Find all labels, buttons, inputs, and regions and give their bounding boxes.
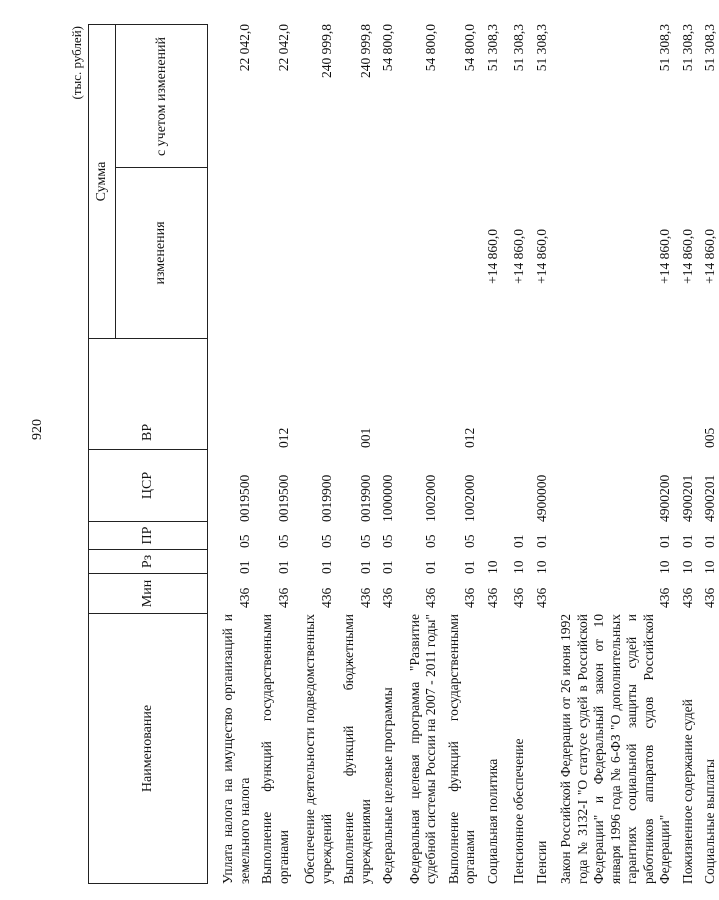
table-row bbox=[446, 24, 479, 884]
cell-csr: 0019900 bbox=[357, 474, 373, 522]
cell-total: 22 042,0 bbox=[236, 24, 252, 72]
table-row bbox=[680, 24, 697, 884]
cell-name: Выполнение функций бюджетными учреждениями bbox=[341, 614, 373, 884]
cell-name: Пенсионное обеспечение bbox=[511, 738, 526, 884]
cell-rz: 10 bbox=[533, 560, 549, 574]
cell-csr: 1002000 bbox=[423, 474, 438, 522]
cell-pr: 01 bbox=[679, 534, 695, 548]
table-row bbox=[341, 24, 374, 884]
cell-name: Пенсии bbox=[533, 840, 549, 884]
cell-min: 436 bbox=[679, 587, 695, 608]
table-row bbox=[220, 24, 253, 884]
cell-csr: 0019500 bbox=[275, 474, 291, 522]
cell-vr: 012 bbox=[275, 427, 291, 448]
cell-vr: 012 bbox=[462, 427, 477, 448]
cell-vr: 001 bbox=[357, 427, 373, 448]
cell-name: Закон Российской Федерации от 26 июня 1992 года № 3132-I "О статусе судей в Российской Федерации" и Федеральный закон от 10 января 1996 года № 6-ФЗ "О дополнительных гарантиях социальной защиты судей и работников аппаратов судов Российской Федерации" bbox=[558, 614, 672, 884]
cell-min: 436 bbox=[236, 587, 252, 608]
header-min: Мин bbox=[89, 573, 207, 613]
header-name: Наименование bbox=[89, 613, 207, 883]
cell-csr: 4900200 bbox=[657, 474, 672, 522]
cell-change: +14 860,0 bbox=[657, 229, 672, 284]
cell-pr: 01 bbox=[657, 534, 672, 548]
header-rz: Рз bbox=[89, 549, 207, 573]
cell-min: 436 bbox=[511, 587, 526, 608]
cell-change: +14 860,0 bbox=[484, 229, 500, 284]
cell-name: Пожизненное содержание судей bbox=[679, 699, 695, 884]
cell-name: Федеральные целевые программы bbox=[380, 687, 395, 884]
cell-pr: 05 bbox=[318, 534, 334, 548]
cell-change: +14 860,0 bbox=[511, 229, 526, 284]
cell-min: 436 bbox=[357, 587, 373, 608]
table-row bbox=[302, 24, 335, 884]
cell-min: 436 bbox=[380, 587, 395, 608]
cell-rz: 01 bbox=[275, 560, 291, 574]
cell-csr: 0019500 bbox=[236, 474, 252, 522]
cell-pr: 01 bbox=[702, 534, 717, 548]
table-row bbox=[558, 24, 674, 884]
header-pr: ПР bbox=[89, 521, 207, 549]
cell-rz: 01 bbox=[318, 560, 334, 574]
cell-csr: 4900201 bbox=[702, 474, 717, 522]
table-body bbox=[214, 24, 719, 884]
cell-csr: 1002000 bbox=[462, 474, 477, 522]
cell-pr: 05 bbox=[236, 534, 252, 548]
cell-total: 51 308,3 bbox=[511, 24, 526, 72]
cell-change: +14 860,0 bbox=[702, 229, 717, 284]
table-row bbox=[511, 24, 528, 884]
cell-total: 51 308,3 bbox=[702, 24, 717, 72]
cell-total: 51 308,3 bbox=[484, 24, 500, 72]
cell-rz: 10 bbox=[484, 560, 500, 574]
cell-pr: 05 bbox=[357, 534, 373, 548]
cell-name: Выполнение функций государственными органами bbox=[259, 614, 291, 884]
cell-min: 436 bbox=[462, 587, 477, 608]
cell-change: +14 860,0 bbox=[679, 229, 695, 284]
cell-name: Обеспечение деятельности подведомственных учреждений bbox=[302, 614, 334, 884]
cell-csr: 1000000 bbox=[380, 474, 395, 522]
cell-rz: 01 bbox=[423, 560, 438, 574]
cell-total: 51 308,3 bbox=[679, 24, 695, 72]
table-row bbox=[534, 24, 551, 884]
cell-total: 54 800,0 bbox=[423, 24, 438, 72]
cell-csr: 4900201 bbox=[679, 474, 695, 522]
cell-name: Социальная политика bbox=[484, 758, 500, 884]
cell-min: 436 bbox=[702, 587, 717, 608]
page-number: 920 bbox=[30, 419, 45, 440]
cell-min: 436 bbox=[657, 587, 672, 608]
cell-total: 54 800,0 bbox=[380, 24, 395, 72]
cell-rz: 01 bbox=[380, 560, 395, 574]
cell-name: Социальные выплаты bbox=[702, 759, 717, 884]
table-row bbox=[407, 24, 440, 884]
cell-vr: 005 bbox=[702, 427, 717, 448]
rotated-table-container bbox=[69, 24, 717, 884]
header-csr: ЦСР bbox=[89, 449, 207, 521]
cell-min: 436 bbox=[533, 587, 549, 608]
header-change: изменения bbox=[115, 167, 207, 338]
cell-min: 436 bbox=[318, 587, 334, 608]
cell-rz: 01 bbox=[462, 560, 477, 574]
cell-min: 436 bbox=[275, 587, 291, 608]
table-row bbox=[380, 24, 397, 884]
cell-rz: 01 bbox=[357, 560, 373, 574]
cell-rz: 10 bbox=[679, 560, 695, 574]
cell-total: 240 999,8 bbox=[318, 24, 334, 78]
cell-pr: 05 bbox=[462, 534, 477, 548]
header-vr: ВР bbox=[89, 338, 207, 449]
units-label: (тыс. рублей) bbox=[69, 26, 84, 100]
cell-pr: 01 bbox=[533, 534, 549, 548]
cell-min: 436 bbox=[423, 587, 438, 608]
table-header bbox=[88, 24, 208, 884]
cell-rz: 10 bbox=[702, 560, 717, 574]
cell-min: 436 bbox=[484, 587, 500, 608]
cell-pr: 05 bbox=[275, 534, 291, 548]
cell-change: +14 860,0 bbox=[533, 229, 549, 284]
cell-total: 51 308,3 bbox=[533, 24, 549, 72]
table-row bbox=[702, 24, 719, 884]
cell-total: 240 999,8 bbox=[357, 24, 373, 78]
cell-name: Уплата налога на имущество организаций и земельного налога bbox=[220, 614, 252, 884]
cell-name: Федеральная целевая программа "Развитие судебной системы России на 2007 - 2011 годы" bbox=[406, 614, 438, 884]
header-sum: Сумма bbox=[89, 25, 116, 338]
cell-rz: 01 bbox=[236, 560, 252, 574]
cell-name: Выполнение функций государственными органами bbox=[445, 614, 477, 884]
cell-csr: 4900000 bbox=[533, 474, 549, 522]
cell-total: 22 042,0 bbox=[275, 24, 291, 72]
cell-pr: 05 bbox=[380, 534, 395, 548]
cell-pr: 05 bbox=[423, 534, 438, 548]
cell-pr: 01 bbox=[511, 534, 526, 548]
cell-rz: 10 bbox=[511, 560, 526, 574]
cell-csr: 0019900 bbox=[318, 474, 334, 522]
cell-total: 51 308,3 bbox=[657, 24, 672, 72]
cell-rz: 10 bbox=[657, 560, 672, 574]
cell-total: 54 800,0 bbox=[462, 24, 477, 72]
table-row bbox=[259, 24, 292, 884]
table-row bbox=[485, 24, 502, 884]
header-with-changes: с учетом изменений bbox=[153, 36, 169, 157]
